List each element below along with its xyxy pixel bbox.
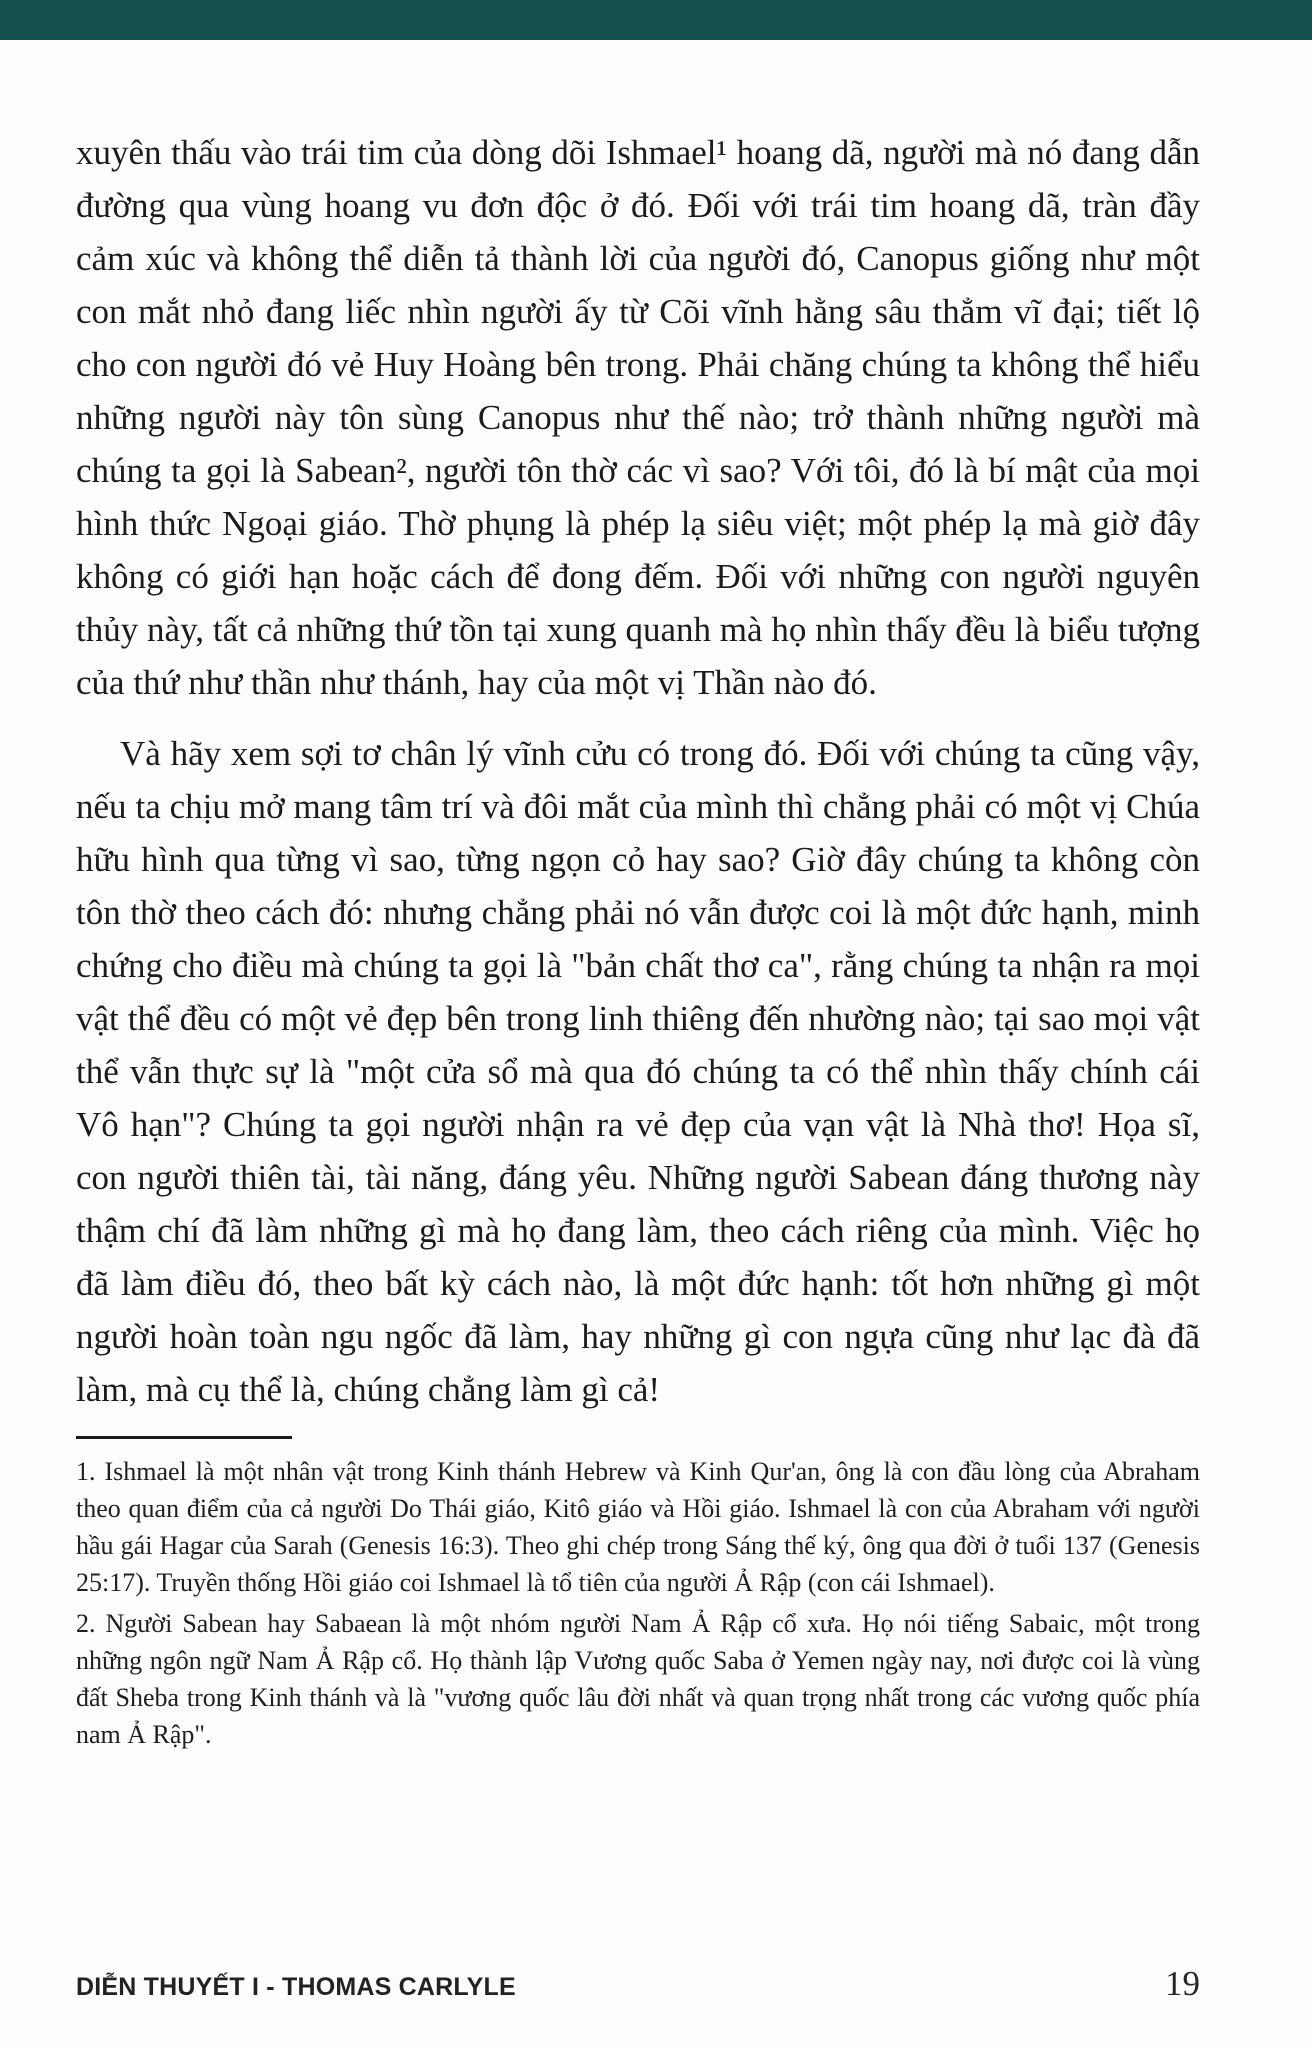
running-footer-title: DIỄN THUYẾT I - THOMAS CARLYLE <box>76 1973 516 2001</box>
footnote-2: 2. Người Sabean hay Sabaean là một nhóm người Nam Ả Rập cổ xưa. Họ nói tiếng Sabaic, một trong những ngôn ngữ Nam Ả Rập cổ. Họ thành lập Vương quốc Saba ở Yemen ngày nay, nơi được coi là vùng đất Sheba trong Kinh thánh và là "vương quốc lâu đời nhất và quan trọng nhất trong các vương quốc phía nam Ả Rập". <box>76 1609 1200 1749</box>
page-number: 19 <box>1165 1964 1200 2003</box>
body-paragraph-1: xuyên thấu vào trái tim của dòng dõi Ishmael¹ hoang dã, người mà nó đang dẫn đường qua vùng hoang vu đơn độc ở đó. Đối với trái tim hoang dã, tràn đầy cảm xúc và không thể diễn tả thành lời của người đó, Canopus giống như một con mắt nhỏ đang liếc nhìn người ấy từ Cõi vĩnh hằng sâu thẳm vĩ đại; tiết lộ cho con người đó vẻ Huy Hoàng bên trong. Phải chăng chúng ta không thể hiểu những người này tôn sùng Canopus như thế nào; trở thành những người mà chúng ta gọi là Sabean², người tôn thờ các vì sao? Với tôi, đó là bí mật của mọi hình thức Ngoại giáo. Thờ phụng là phép lạ siêu việt; một phép lạ mà giờ đây không có giới hạn hoặc cách để đong đếm. Đối với những con người nguyên thủy này, tất cả những thứ tồn tại xung quanh mà họ nhìn thấy đều là biểu tượng của thứ như thần như thánh, hay của một vị Thần nào đó. <box>76 133 1200 702</box>
footnote-section <box>76 1436 1200 1753</box>
top-accent-bar <box>0 0 1312 40</box>
page-footer <box>76 1964 1200 2004</box>
footnote-1: 1. Ishmael là một nhân vật trong Kinh thánh Hebrew và Kinh Qur'an, ông là con đầu lòng của Abraham theo quan điểm của cả người Do Thái giáo, Kitô giáo và Hồi giáo. Ishmael là con của Abraham với người hầu gái Hagar của Sarah (Genesis 16:3). Theo ghi chép trong Sáng thế ký, ông qua đời ở tuổi 137 (Genesis 25:17). Truyền thống Hồi giáo coi Ishmael là tổ tiên của người Ả Rập (con cái Ishmael). <box>76 1457 1200 1597</box>
page-content <box>76 126 1200 1753</box>
footnote-separator <box>76 1436 292 1439</box>
body-paragraph-2: Và hãy xem sợi tơ chân lý vĩnh cửu có trong đó. Đối với chúng ta cũng vậy, nếu ta chịu mở mang tâm trí và đôi mắt của mình thì chẳng phải có một vị Chúa hữu hình qua từng vì sao, từng ngọn cỏ hay sao? Giờ đây chúng ta không còn tôn thờ theo cách đó: nhưng chẳng phải nó vẫn được coi là một đức hạnh, minh chứng cho điều mà chúng ta gọi là "bản chất thơ ca", rằng chúng ta nhận ra mọi vật thể đều có một vẻ đẹp bên trong linh thiêng đến nhường nào; tại sao mọi vật thể vẫn thực sự là "một cửa sổ mà qua đó chúng ta có thể nhìn thấy chính cái Vô hạn"? Chúng ta gọi người nhận ra vẻ đẹp của vạn vật là Nhà thơ! Họa sĩ, con người thiên tài, tài năng, đáng yêu. Những người Sabean đáng thương này thậm chí đã làm những gì mà họ đang làm, theo cách riêng của mình. Việc họ đã làm điều đó, theo bất kỳ cách nào, là một đức hạnh: tốt hơn những gì một người hoàn toàn ngu ngốc đã làm, hay những gì con ngựa cũng như lạc đà đã làm, mà cụ thể là, chúng chẳng làm gì cả! <box>76 734 1200 1409</box>
